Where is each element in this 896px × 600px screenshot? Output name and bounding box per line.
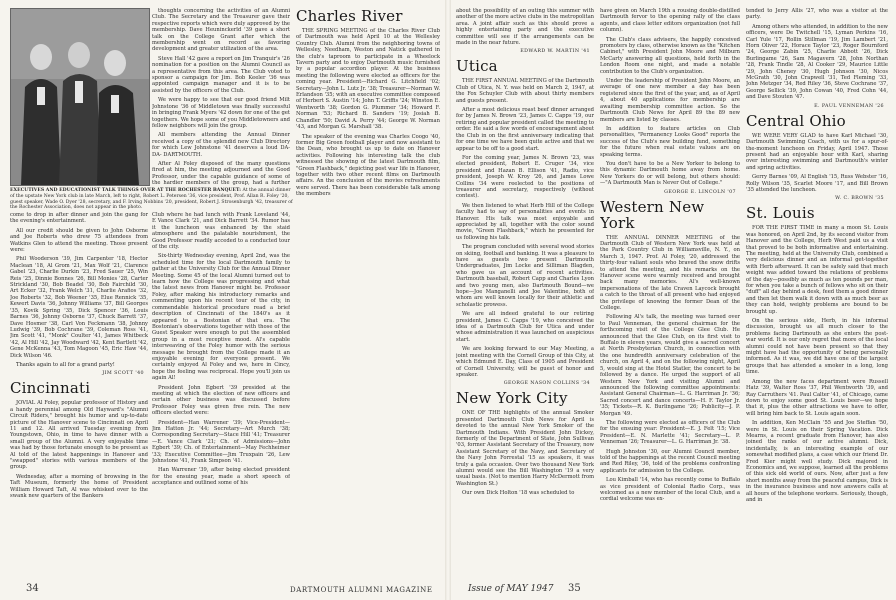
- page-number-text: 35: [568, 583, 581, 594]
- paragraph: All members attending the Annual Dinner received a copy of the splendid new Club Directory for which Lew Johnstone '41 deserves a loud DA-DA- DARTMOUTH.: [152, 132, 290, 158]
- paragraph: We then listened to what Herb Hill of the College faculty had to say of personalities and events in Hanover. His talk was most enjoyable and appreciated by all, together with the color sound movie, "Green Flashback," which he presented for us following his talk.: [456, 202, 594, 241]
- paragraph: FOR THE FIRST TIME in many a moon St. Louis was honored, on April 2nd, by its second visitor from Hanover and the College, Herb West paid us a visit that proved to be both informative and entertaining. The meeting, held at the University Club, combined a very delicious dinner and an informal get-together with Herb afterward. It can be safely said that much weight was added toward the relations of problems of the day—possibly as much as ten pounds per man, for when you take a bunch of fellows who sit on their "duff" all day behind a desk, feed them a good dinner and then let them walk it down with as much beer as they can hold, weighty problems are bound to be brought up.: [746, 225, 888, 315]
- paragraph: After Al Foley disposed of the many questions fired at him, the meeting adjourned and the Good Professor, under the capable guidance of some of the hardier members of the group, had a further: [152, 160, 290, 186]
- paragraph: For the coming year, James N. Brown '23, was elected president, Robert E. Cruger '34, vice president and Hazan B. Ellison '41, Radio, vice president, Joseph W. Kroy '26, and James Lowe Collins '34 were reelected to the positions of treasurer and secretary, respectively (without contest).: [456, 154, 594, 200]
- right-page: [448, 0, 896, 600]
- paragraph: All our credit should be given to John Osborne and Joe Roberts who drew 75 attendees from Watkins Glen to attend the meeting. Those present were:: [10, 227, 148, 254]
- paragraph: Among the new faces department were Russell Hatz '39, Walter Ross '37, Phil Wentworth '39, and Ray Carruthers '41. Paul Calter '41, of Chicago, came down to enjoy some good St. Louis beer—we hope that it, plus the other attractions we have to offer, will bring him back to St. Louis again soon.: [746, 378, 888, 417]
- paragraph: In addition to feature articles on Club personalities, "Permanency Looks Good" reports the success of the Club's new building fund, something for the future when real estate values are on speaking terms.: [600, 125, 740, 158]
- page-number-left: [26, 583, 39, 594]
- signature: E. PAUL VENNEMAN '26: [814, 103, 884, 109]
- paragraph: In addition, Ken McClain '55 and Joe Steffan '50, were in St. Louis on their Spring Vacation. Dick Mearns, a recent graduate from Hanover, has also joined the ranks of our active alumni. Dick, incidentally, is an interesting example of our somewhat modified plans, a case which our friend Dr. Fred Kier might well study. Dick majored in Economics and, we suppose, learned all the problems of this sick old world of ours. Now, after just a few short months away from the peaceful campus, Dick is in the insurance business and now answers calls at all hours of the telephone workers. Seriously, though, and in: [746, 420, 888, 503]
- paragraph: have given on March 19th a rousing double-distilled Dartmouth fervor to the opening rally of the class agents, and class letter editors organization (not full column).: [600, 8, 740, 34]
- page-number-right: [568, 583, 581, 594]
- paragraph: THE ANNUAL DINNER MEETING of the Dartmouth Club of Western New York was held at the Park Country Club in Williamsville, N. Y., on March 3, 1947. Prof. Al Foley, '20, addressed the thirty-four valiant souls who braved the snow drifts to attend the meeting, and his remarks on the Hanover scene were warmly received and brought back many memories. Al's well-known impersonations of the late Craven Laycock brought a catch to the throat of all present who had enjoyed the privilege of knowing the former Dean of the College.: [600, 234, 740, 312]
- column-right: [296, 8, 440, 578]
- paragraph: Han Warrener '39, after being elected president for the ensuing year, made a short speech of acceptance and outlined some of his: [152, 467, 290, 487]
- paragraph: JOVIAL Al Foley, popular professor of History and a handy perennial among Old Hayward's "Alumni Circuit Riders," brought his humor and up-to-date picture of the Hanover scene to Cincinnati on April 11 and 12. All arrived Tuesday evening from Youngstown, Ohio, in time to have dinner with a small group of the Alumni. A very enjoyable time was had by those fortunate enough to be present as Al told of the latest happenings in Hanover and "swapped" stories with various members of the group.: [10, 400, 148, 471]
- photo-caption: [10, 188, 295, 211]
- paragraph: thoughts concerning the activities of an Alumni Club. The Secretary and the Treasurer gave their respective reports which were duly approved by the membership. Dave Heuninckerld '39 gave a short talk on the College Grant after which the membership went on record as favoring development and greater utilization of the area.: [152, 8, 290, 53]
- paragraph: Phil Wooderson '39, Jim Carpenter '18, Hector Maclean '18, Al Grom '21, Max Wolf '21, Clarence Gabel '23, Charlie Durkin '23, Fred Sauer '25, Win Reis '25, Dinnie Bonnes '26, Bill Monies '28, Carter Strickland '30, Bob Beadel '30, Bob Fairchild '30, Art Ecker '32, Frank Welch '31, Charlie Arafios '32, Joe Roberts '32, Bob Weener '35, Elue Rennick '35, Kewert Davis '36, Johnny Williams '37, Bill Georges '35, Kovik Spring '35, Dick Spencer '36, Louis Barnes '36, Johnny Osborne '37, Chuck Barrett '37, Dave Hosmer '38, Carl Von Feckmann '38, Johnny Ludwig '39, Bob Cochrane '39, Coleman Ross '41, Jim Scott '41, "Monk" Coulter '41, James Whitbeck '42, Al Hill '42, Jay Woodward '42, Kent Bartlett '42, Gene McKenna '43, Tom Magoon '45, Eric Haw '44, Dick Wilson '46.: [10, 256, 148, 359]
- paragraph: The following were elected as officers of the Club for the ensuing year: President—E. J. Felt '15; Vice President—E. N. Marlette '41; Secretary—L. P. Venneman '26; Treasurer—L. G. Harriman Jr. '38.: [600, 419, 740, 446]
- section-heading-new-york-city: New York City: [456, 389, 568, 408]
- paragraph: Hugh Johnston '30, our Alumni Council member, told of the happenings at the recent Council meeting and Red Riley, '36, told of the problems confronting applicants for admission to the College.: [600, 448, 740, 474]
- paragraph: Lou Kimball '14, who has recently come to Buffalo as vice president of Colonial Radio Corp., was welcomed as a new member of the local Club, and a cordial welcome was ex-: [600, 477, 740, 503]
- signature: JIM SCOTT '40: [102, 371, 144, 377]
- caption-text: At the annual dinner of the upstate New York club in late March, left to right, Robert L. Petersen '36, vice president, Prof. Allan R. Foley '20, guest speaker, Wade O. Dyer '28, secretary, and F. Irving Nobbins '20, president, Robert J. Strosenburgh '42, treasurer of the Rochester Association, does not appear in the photo.: [10, 188, 293, 211]
- paragraph: Steve Hall '42 gave a report on Jim Tranquir's '26 nomination for a position on the Alumni Council as a representative from this area. The Club voted to sponsor a campaign for Jim. Bob Keeler '36 was appointed campaign manager and it is to be assisted by the officers of the Club.: [152, 55, 290, 94]
- signature: W. C. BROWN '35: [835, 196, 884, 202]
- section-heading-central-ohio: Central Ohio: [746, 111, 846, 130]
- paragraph: WE WERE VERY GLAD to have Karl Michael '30, Dartmouth Swimming Coach, with us for a spur-of-the-moment luncheon on Friday, April 1947. Those present had an enjoyable hour with Karl, sharing over interesting swimming and Dartmouth's winter and spring activities.: [746, 132, 888, 171]
- paragraph: President—Han Warrener '39; Vice-President—Jim Hatton Jr. '44; Secretary—Art Murch '38; Corresponding Secretary—Stace Hill '41; Treasurer—E. Vance Clark '21; Ch. of Admissions—John Egbert '39; Ch. of Entertainment—May Fechheimer '33; Executive Committee—Jim Truxpain '26, Lew Johnstone '41, Frank Simpson '41.: [152, 419, 290, 465]
- paragraph: Wednesday, after a morning of browsing in the Taft Museum, formerly the home of President William Howard Taft, Al was whisked over to the swank new quarters of the Bankers: [10, 473, 148, 500]
- paragraph: tended to Jerry Allis '27, who was a visitor at the party.: [746, 8, 888, 21]
- paragraph: ONE OF THE highlights of the annual Smoker presented Dartmouth Club News for April is devoted to the annual New York Smoker of the Dartmouth Indians. With President John Dickey, formerly of the Department of State, John Sullivan '03, former Assistant Secretary of the Treasury, now Assistant Secretary of the Navy, and Secretary of the Navy John Forrestal '15 as speakers, it was truly a gala occasion. Over two thousand New York alumni would see the Bill Washington '19 a very usual basis. (Not to mention Harry McDermott from Washington St.): [456, 410, 594, 487]
- paragraph: about the possibility of an outing this summer with another of the more active clubs in the metropolitan area. A joint affair such as this should prove a highly entertaining party and the executive committee will see if the arrangements can be made in the near future.: [456, 8, 594, 47]
- column-1: [456, 8, 594, 578]
- section-heading-utica: Utica: [456, 57, 498, 76]
- paragraph: President John Egbert '39 presided at the meeting at which the election of new officers and certain other business was discussed before Professor Foley was given free rein. The new officers elected were:: [152, 384, 290, 417]
- paragraph: come to drop in after dinner and join the gang for the evening's entertainment.: [10, 212, 148, 225]
- paragraph: We are looking forward to our May Meeting, a joint meeting with the Cornell Group of this City, at which Edmund E. Day, Class of 1905 and President of Cornell University, will be guest of honor and speaker.: [456, 346, 594, 378]
- signature: EDWARD W. MARTIN '41: [520, 49, 590, 55]
- paragraph: Under the leadership of President John Moore, an average of one new member a day has been registered since the first of the year, and, as of April 4, about 40 applications for membership are awaiting membership committee action. So the Dartmouth Club News for April 89 the 89 new members are listed by classes.: [600, 78, 740, 123]
- caption-bold: EXECUTIVES AND EDUCATIONIST TALK THINGS OVER AT THE ROCHESTER BANQUET:: [10, 188, 242, 193]
- paragraph: Gerry Barnes '09, Al English '15, Russ Webster '16, Rolly Wilson '35, Scarlet Moore '17, and Bill Brown '35 attended the luncheon.: [746, 174, 888, 193]
- paragraph: The program concluded with several wood stories on skiing, football and banking. It was a pleasure to have as guests two present Dartmouth Undergraduates, Jim Locke and Silliman Blagden, who gave us an account of recent activities. Dartmouth baseball, Robert Capp and Charles Lyon and two young men, also Dartmouth Bound—we hope—Joe Manganelli and Joe Valentine, both of whom are well known locally for their athletic and scholastic prowess.: [456, 244, 594, 308]
- banquet-photo: [10, 8, 150, 186]
- paragraph: THE FIRST ANNUAL MEETING of the Dartmouth Club of Utica, N. Y. was held on March 2, 1947, at the Fox Schuyler Club with about thirty members and guests present.: [456, 78, 594, 104]
- paragraph: Thanks again to all for a grand party!: [16, 361, 115, 368]
- paragraph: THE SPRING MEETING of the Charles River Club of Dartmouth was held April 10 at the Wellesley Country Club. Alumni from the neighboring towns of Wellesley, Needham, Weston and Natick gathered in the club's taproom to participate in a Wheelock Tavern party and to enjoy Dartmouth music furnished by a popular accordion player. At the business meeting the following were elected as officers for the coming year. President—Richard G. Litchfield '02; Secretary—John L. Lutz Jr. '38; Treasurer—Norman W. Erlandson '35; with an executive committee composed of Herbert S. Austin '14; John T. Griffis '24; Winston E. Wentworth '38; Gordon G. Plummer '34; Howard F. Norman '53; Richard B. Sanders '19; Josiah B. Chandler '50; David A. Perry '44; George W. Norman '43, and Morgan G. Marshall '38.: [296, 28, 440, 131]
- issue-date: Issue of MAY 1947: [468, 584, 554, 594]
- section-heading-cincinnati: Cincinnati: [10, 379, 91, 398]
- signature: GEORGE E. LINCOLN '07: [664, 189, 736, 195]
- signature: GEORGE NASON COLLINS '34: [503, 381, 590, 387]
- column-left-bottom: [10, 212, 148, 578]
- paragraph: Following Al's talk, the meeting was turned over to Paul Venneman, the general chairman for the forthcoming visit of the College Glee Club. He announced that the Glee Club, on its first visit to Buffalo in eleven years, would give a sacred concert at North Presbyterian Church, in connection with the one hundredth anniversary celebration of the church, on April 4, and on the following night, April 5, would sing at the Hotel Statler, the concert to be followed by a dance. He urged the support of all Western New York and visiting Alumni and announced the following committee appointments: Assistant General Chairman—L. G. Harriman Jr. '36; Sacred concert and dance concerts—H. F. Taylor Jr. '35; Tickets—R. K. Burlingame '26; Publicity—J. P. Morgan '49.: [600, 314, 740, 417]
- column-3: [746, 8, 888, 578]
- banquet-photo-illustration: [11, 9, 149, 185]
- column-mid-top: [152, 8, 290, 186]
- paragraph: The Club's class advisers, the happily conceived promoters by class, otherwise known as the "Kitchen Cabinet," with President John Moore and Milburn McCarty answering all questions, held forth in the London Room one night, and made a notable contribution to the Club's organization.: [600, 36, 740, 75]
- column-2: [600, 8, 740, 578]
- paragraph: We are all indeed grateful to our retiring president, James C. Capps '19, who conceived the idea of a Dartmouth Club for Utica and under whose administration it was launched on auspicious start.: [456, 311, 594, 343]
- section-heading-charles-river: Charles River: [296, 8, 403, 25]
- paragraph: Six-thirty Wednesday evening, April 2nd, was the scheduled time for the local Dartmouth family to gather at the University Club for the Annual Dinner Meeting. Some 45 of the local Alumni turned out to learn how the College was progressing and what the latest news from Hanover might be. Professor Foley, after making his introductory remarks and commenting upon his recent tour of the city, in commendable historical procedure read a brief description of Cincinnati of the 1840's as it appeared to a Bostonian of that era. The Bostonian's observations together with those of the Guest Speaker were enough to put the assembled group in a most receptive mood. Al's capable interweaving of the Foley humor with the serious message he brought from the College made it an enjoyable evening for everyone present. We certainly enjoyed Al Foley and we, here in Cincy, hope the feeling was reciprocal. Hope you'll join us again Al!: [152, 253, 290, 382]
- paragraph: After a most delicious roast beef dinner arranged for by James N. Brown '23, James C. Capps '19, our retiring and popular president called the meeting to order. He said a few words of encouragement about the Club in on the first anniversary indicating that for one time we have been quite active and that we appear to be off to a good start.: [456, 107, 594, 152]
- page-number-text: 34: [26, 583, 39, 594]
- magazine-title: DARTMOUTH ALUMNI MAGAZINE: [290, 586, 433, 594]
- paragraph: The speaker of the evening was Charles Coogo '40, former Big Green football player and now assistant to the Dean, who brought us up to date on Hanover activities. Following his interesting talk the club witnessed the showing of the latest Dartmouth film, "Green Flashback," depicting post war life in Hanover, together with two other recent films on Dartmouth affairs. An the conclusion of the movies refreshments were served. There has been considerable talk among the members: [296, 133, 440, 198]
- paragraph: Among others who attended, in addition to the new officers, were De Twitchell '15, Lyman Perkins '16, Carl Yule '17, Rollin Stillman '19, Jim Lambert '21, Horn Oliver '22, Horace Taylor '23, Roger Bournford '24, George Zabin '25, Charlie Abbott '26, Dick Burlingame '26, Sam Magavern '28, John Northan '28, Frank Tindle '28, Al Cooker '29, Maurice Little '29, John Cheney '30, Hugh Johnson '30, Nicos McGrath '30, John Crapwell '31, Ted Fleming '33, John Metzger '34, Red Riley '36, Steve Cochrane '37, George Sellick '39, John Cowan '40, Fred Cohn '44, and Dave Stouten '47.: [746, 23, 888, 101]
- section-heading-st-louis: St. Louis: [746, 204, 815, 223]
- column-mid-bottom: [152, 212, 290, 578]
- paragraph: We were happy to see that our good friend Milt Johnstone '36 of Middletown was finally successful in bringing Frank Myers '42 down for one of the get togethers. We hope some of you Middletowners and fellow neighbors will join the group.: [152, 97, 290, 129]
- paragraph: Our own Dick Holton '18 was scheduled to: [462, 490, 575, 497]
- section-heading-western-new-york: Western New York: [600, 197, 705, 232]
- paragraph: On the serious side, Herb, in his informal discussion, brought us all much closer to the problems facing Dartmouth as she enters the post-war world. It is our only regret that more of the local alumni could not have been present so that they might have had the opportunity of being personally informed. As it was, we did have one of the largest groups that has attended a smoker in a long, long time.: [746, 318, 888, 376]
- paragraph: Club where he had lunch with Frank Loveland '44, E Vance Clark '21, and Dick Barrett '34. Rumor has it the luncheon was enhanced by the staid atmosphere and the palatable nourishment, the Good Professor readily acceded to a conducted tour of the city.: [152, 212, 290, 251]
- paragraph: You don't have to be a New Yorker to belong to this dynamic Dartmouth home away from home. New Yorkers do or will belong, but others should:—"A Dartmouth Man is Never Out of College.": [600, 160, 740, 187]
